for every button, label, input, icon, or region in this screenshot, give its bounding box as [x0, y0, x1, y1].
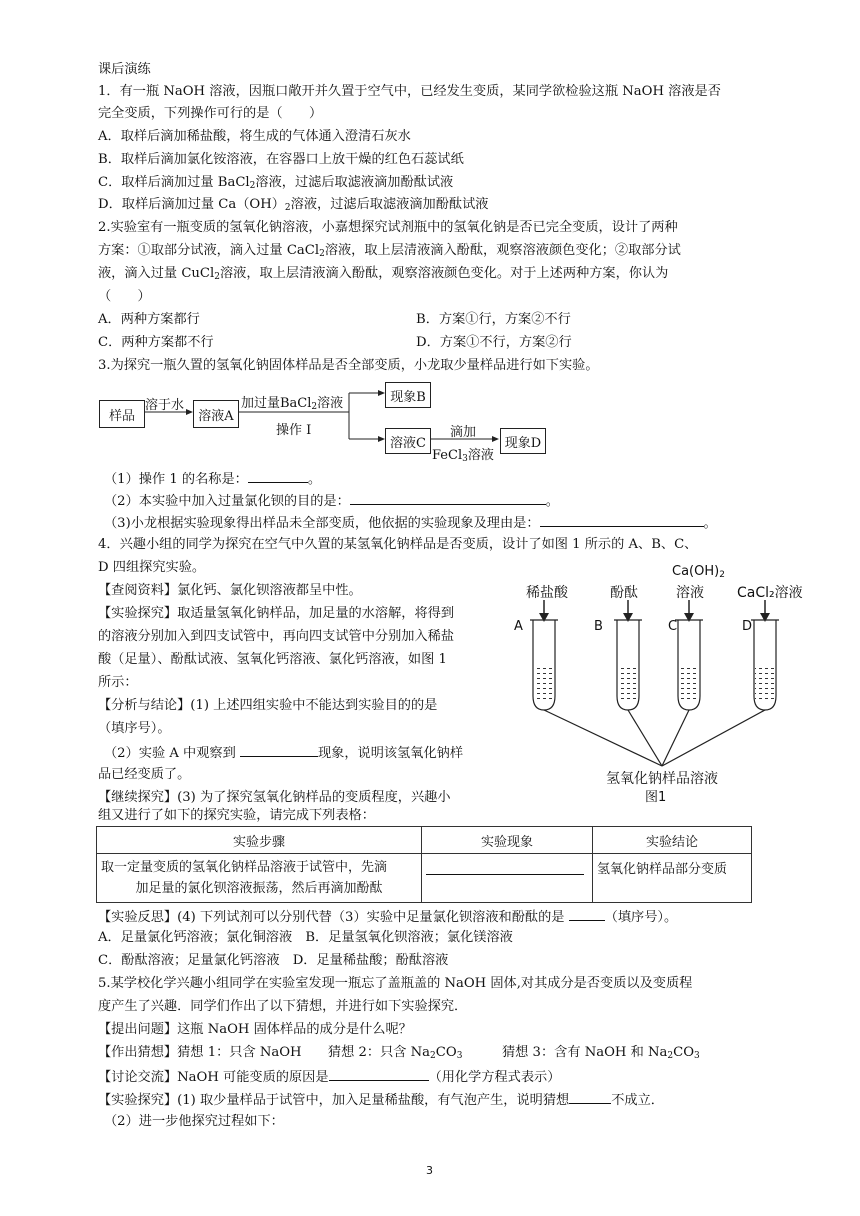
- q2-stem-line4: （ ）: [98, 289, 151, 304]
- tube-letter-d: D: [742, 619, 753, 634]
- q5-guess: 【作出猜想】猜想 1：只含 NaOH 猜想 2：只含 $Na_2CO_3$ 猜想 3：含有 NaOH 和 $Na_2CO_3$: [98, 1045, 700, 1061]
- table-row: [97, 854, 752, 903]
- table-cell-step: [97, 854, 422, 903]
- answer-blank[interactable]: [248, 468, 308, 483]
- page-number: 3: [426, 1164, 433, 1177]
- q2-option-c: C．两种方案都不行: [98, 335, 214, 350]
- q2-option-b: B．方案①行，方案②不行: [416, 312, 571, 327]
- q4-analysis-line3: （2）实验 A 中观察到 现象，说明该氢氧化钠样: [104, 742, 463, 764]
- q5-question: 【提出问题】这瓶 NaOH 固体样品的成分是什么呢？: [98, 1022, 412, 1037]
- answer-blank[interactable]: [569, 1089, 611, 1104]
- q1-option-d: D．取样后滴加过量 $Ca(OH)_2$溶液，过滤后取滤液滴加酚酞试液: [98, 197, 489, 213]
- flow-box-phenomenon-b: 现象B: [385, 382, 431, 408]
- q3-sub3: （3)小龙根据实验现象得出样品未全部变质，他依据的实验现象及理由是： 。: [104, 512, 717, 534]
- q4-explore-line4: 所示：: [98, 675, 138, 690]
- table-header-steps: 实验步骤: [97, 827, 422, 854]
- flow-box-phenomenon-d: 现象D: [500, 428, 546, 454]
- q3-sub1: （1）操作 1 的名称是： 。: [104, 468, 321, 490]
- tube-letter-c: C: [668, 619, 678, 634]
- answer-blank[interactable]: [329, 1066, 429, 1081]
- q1-option-b: B．取样后滴加氯化铵溶液，在容器口上放干燥的红色石蕊试纸: [98, 152, 464, 167]
- q5-explore: 【实验探究】(1) 取少量样品于试管中，加入足量稀盐酸，有气泡产生，说明猜想 不成立．: [98, 1089, 664, 1111]
- q4-option-cd: C．酚酞溶液；足量氯化钙溶液 D．足量稀盐酸；酚酞溶液: [98, 953, 449, 968]
- figure-label-caoh2: $Ca(OH)_2$: [672, 564, 725, 580]
- table-cell-conclusion: 氢氧化钠样品部分变质: [593, 854, 752, 903]
- figure-1: [506, 564, 812, 806]
- q4-continue-line2: 组又进行了如下的探究实验，请完成下列表格：: [98, 808, 375, 823]
- step-line2: 加足量的氯化钡溶液振荡，然后再滴加酚酞: [135, 881, 383, 896]
- q4-reflect: 【实验反思】(4) 下列试剂可以分别代替（3）实验中足量氯化钡溶液和酚酞的是 （填序号）。: [98, 906, 677, 928]
- flow-label-fecl3: FeCl$_3$溶液: [432, 448, 494, 464]
- q1-option-c: C．取样后滴加过量 BaCl$_2$溶液，过滤后取滤液滴加酚酞试液: [98, 175, 454, 191]
- q1-stem-line2: 完全变质，下列操作可行的是（ ）: [98, 106, 323, 121]
- flow-label-add-bacl2: 加过量BaCl$_2$溶液: [241, 396, 344, 412]
- flow-box-solution-c: 溶液C: [385, 428, 431, 454]
- answer-blank[interactable]: [426, 860, 584, 875]
- q5-stem-line1: 5.某学校化学兴趣小组同学在实验室发现一瓶忘了盖瓶盖的 NaOH 固体,对其成分是否变质以及变质程: [98, 976, 693, 991]
- answer-blank[interactable]: [540, 512, 704, 527]
- table-header-conclusion: 实验结论: [593, 827, 752, 854]
- q1-option-a: A．取样后滴加稀盐酸，将生成的气体通入澄清石灰水: [98, 129, 411, 144]
- q4-stem-line1: 4．兴趣小组的同学为探究在空气中久置的某氢氧化钠样品是否变质，设计了如图 1 所示的 A、B、C、: [98, 537, 698, 552]
- q1-stem-line1: 1．有一瓶 NaOH 溶液，因瓶口敞开并久置于空气中，已经发生变质，某同学欲检验这瓶 NaOH 溶液是否: [98, 84, 721, 99]
- q4-analysis-line4: 品已经变质了。: [98, 767, 191, 782]
- q2-option-a: A．两种方案都行: [98, 312, 200, 327]
- flow-label-operation: 操作 I: [276, 423, 312, 438]
- q5-discuss: 【讨论交流】NaOH 可能变质的原因是 （用化学方程式表示）: [98, 1066, 560, 1088]
- q4-explore-line2: 的溶液分别加入到四支试管中，再向四支试管中分别加入稀盐: [98, 629, 455, 644]
- q4-analysis-line2: （填序号）。: [98, 721, 171, 736]
- tube-letter-b: B: [594, 619, 603, 634]
- q2-stem-line1: 2.实验室有一瓶变质的氢氧化钠溶液，小嘉想探究试剂瓶中的氢氧化钠是否已完全变质，设计了两种: [98, 220, 678, 235]
- flow-label-dissolve: 溶于水: [145, 398, 185, 413]
- figure-label-phenolphthalein: 酚酞: [610, 585, 638, 601]
- flow-label-drip: 滴加: [450, 425, 477, 440]
- figure-label-cacl2: CaCl₂溶液: [737, 585, 803, 601]
- q4-option-ab: A．足量氯化钙溶液；氯化铜溶液 B．足量氢氧化钡溶液；氯化镁溶液: [98, 930, 513, 945]
- q4-explore-line3: 酸（足量）、酚酞试液、氢氧化钙溶液、氯化钙溶液，如图 1: [98, 652, 447, 667]
- q4-stem-line2: D 四组探究实验。: [98, 560, 206, 575]
- flow-box-solution-a: 溶液A: [193, 400, 239, 428]
- q2-stem-line3: 液，滴入过量 CuCl$_2$溶液，取上层清液滴入酚酞，观察溶液颜色变化。对于上述两种方案，你认为: [98, 266, 669, 282]
- answer-blank[interactable]: [569, 906, 605, 921]
- answer-blank[interactable]: [350, 490, 546, 505]
- step-line1: 取一定量变质的氢氧化钠样品溶液于试管中，先滴: [101, 860, 388, 875]
- q4-continue-line1: 【继续探究】(3) 为了探究氢氧化钠样品的变质程度，兴趣小: [98, 790, 451, 805]
- q4-info: 【查阅资料】氯化钙、氯化钡溶液都呈中性。: [98, 583, 362, 598]
- answer-blank[interactable]: [240, 742, 318, 757]
- figure-label-hcl: 稀盐酸: [526, 585, 568, 601]
- flow-box-sample: 样品: [99, 400, 145, 428]
- q3-stem: 3.为探究一瓶久置的氢氧化钠固体样品是否全部变质，小龙取少量样品进行如下实验。: [98, 358, 599, 373]
- q4-analysis-line1: 【分析与结论】(1) 上述四组实验中不能达到实验目的的是: [98, 698, 438, 713]
- q2-option-d: D．方案①不行，方案②行: [416, 335, 572, 350]
- experiment-table: [96, 826, 752, 903]
- figure-label-solution: 溶液: [676, 585, 704, 601]
- section-title: 课后演练: [98, 62, 151, 77]
- q4-explore-line1: 【实验探究】取适量氢氧化钠样品，加足量的水溶解，将得到: [98, 606, 455, 621]
- figure-bottom-label: 氢氧化钠样品溶液: [606, 771, 718, 787]
- q3-sub2: （2）本实验中加入过量氯化钡的目的是： 。: [104, 490, 559, 512]
- q5-stem-line2: 度产生了兴趣．同学们作出了以下猜想，并进行如下实验探究．: [98, 999, 468, 1014]
- figure-caption: 图1: [645, 790, 667, 805]
- table-header-row: [97, 827, 752, 854]
- q2-stem-line2: 方案：①取部分试液，滴入过量 CaCl$_2$溶液，取上层清液滴入酚酞，观察溶液颜色变化；②取部分试: [98, 243, 681, 259]
- q5-step2: （2）进一步他探究过程如下：: [104, 1114, 284, 1129]
- tube-letter-a: A: [514, 619, 523, 634]
- table-cell-phenomenon: [422, 854, 593, 903]
- table-header-phenomenon: 实验现象: [422, 827, 593, 854]
